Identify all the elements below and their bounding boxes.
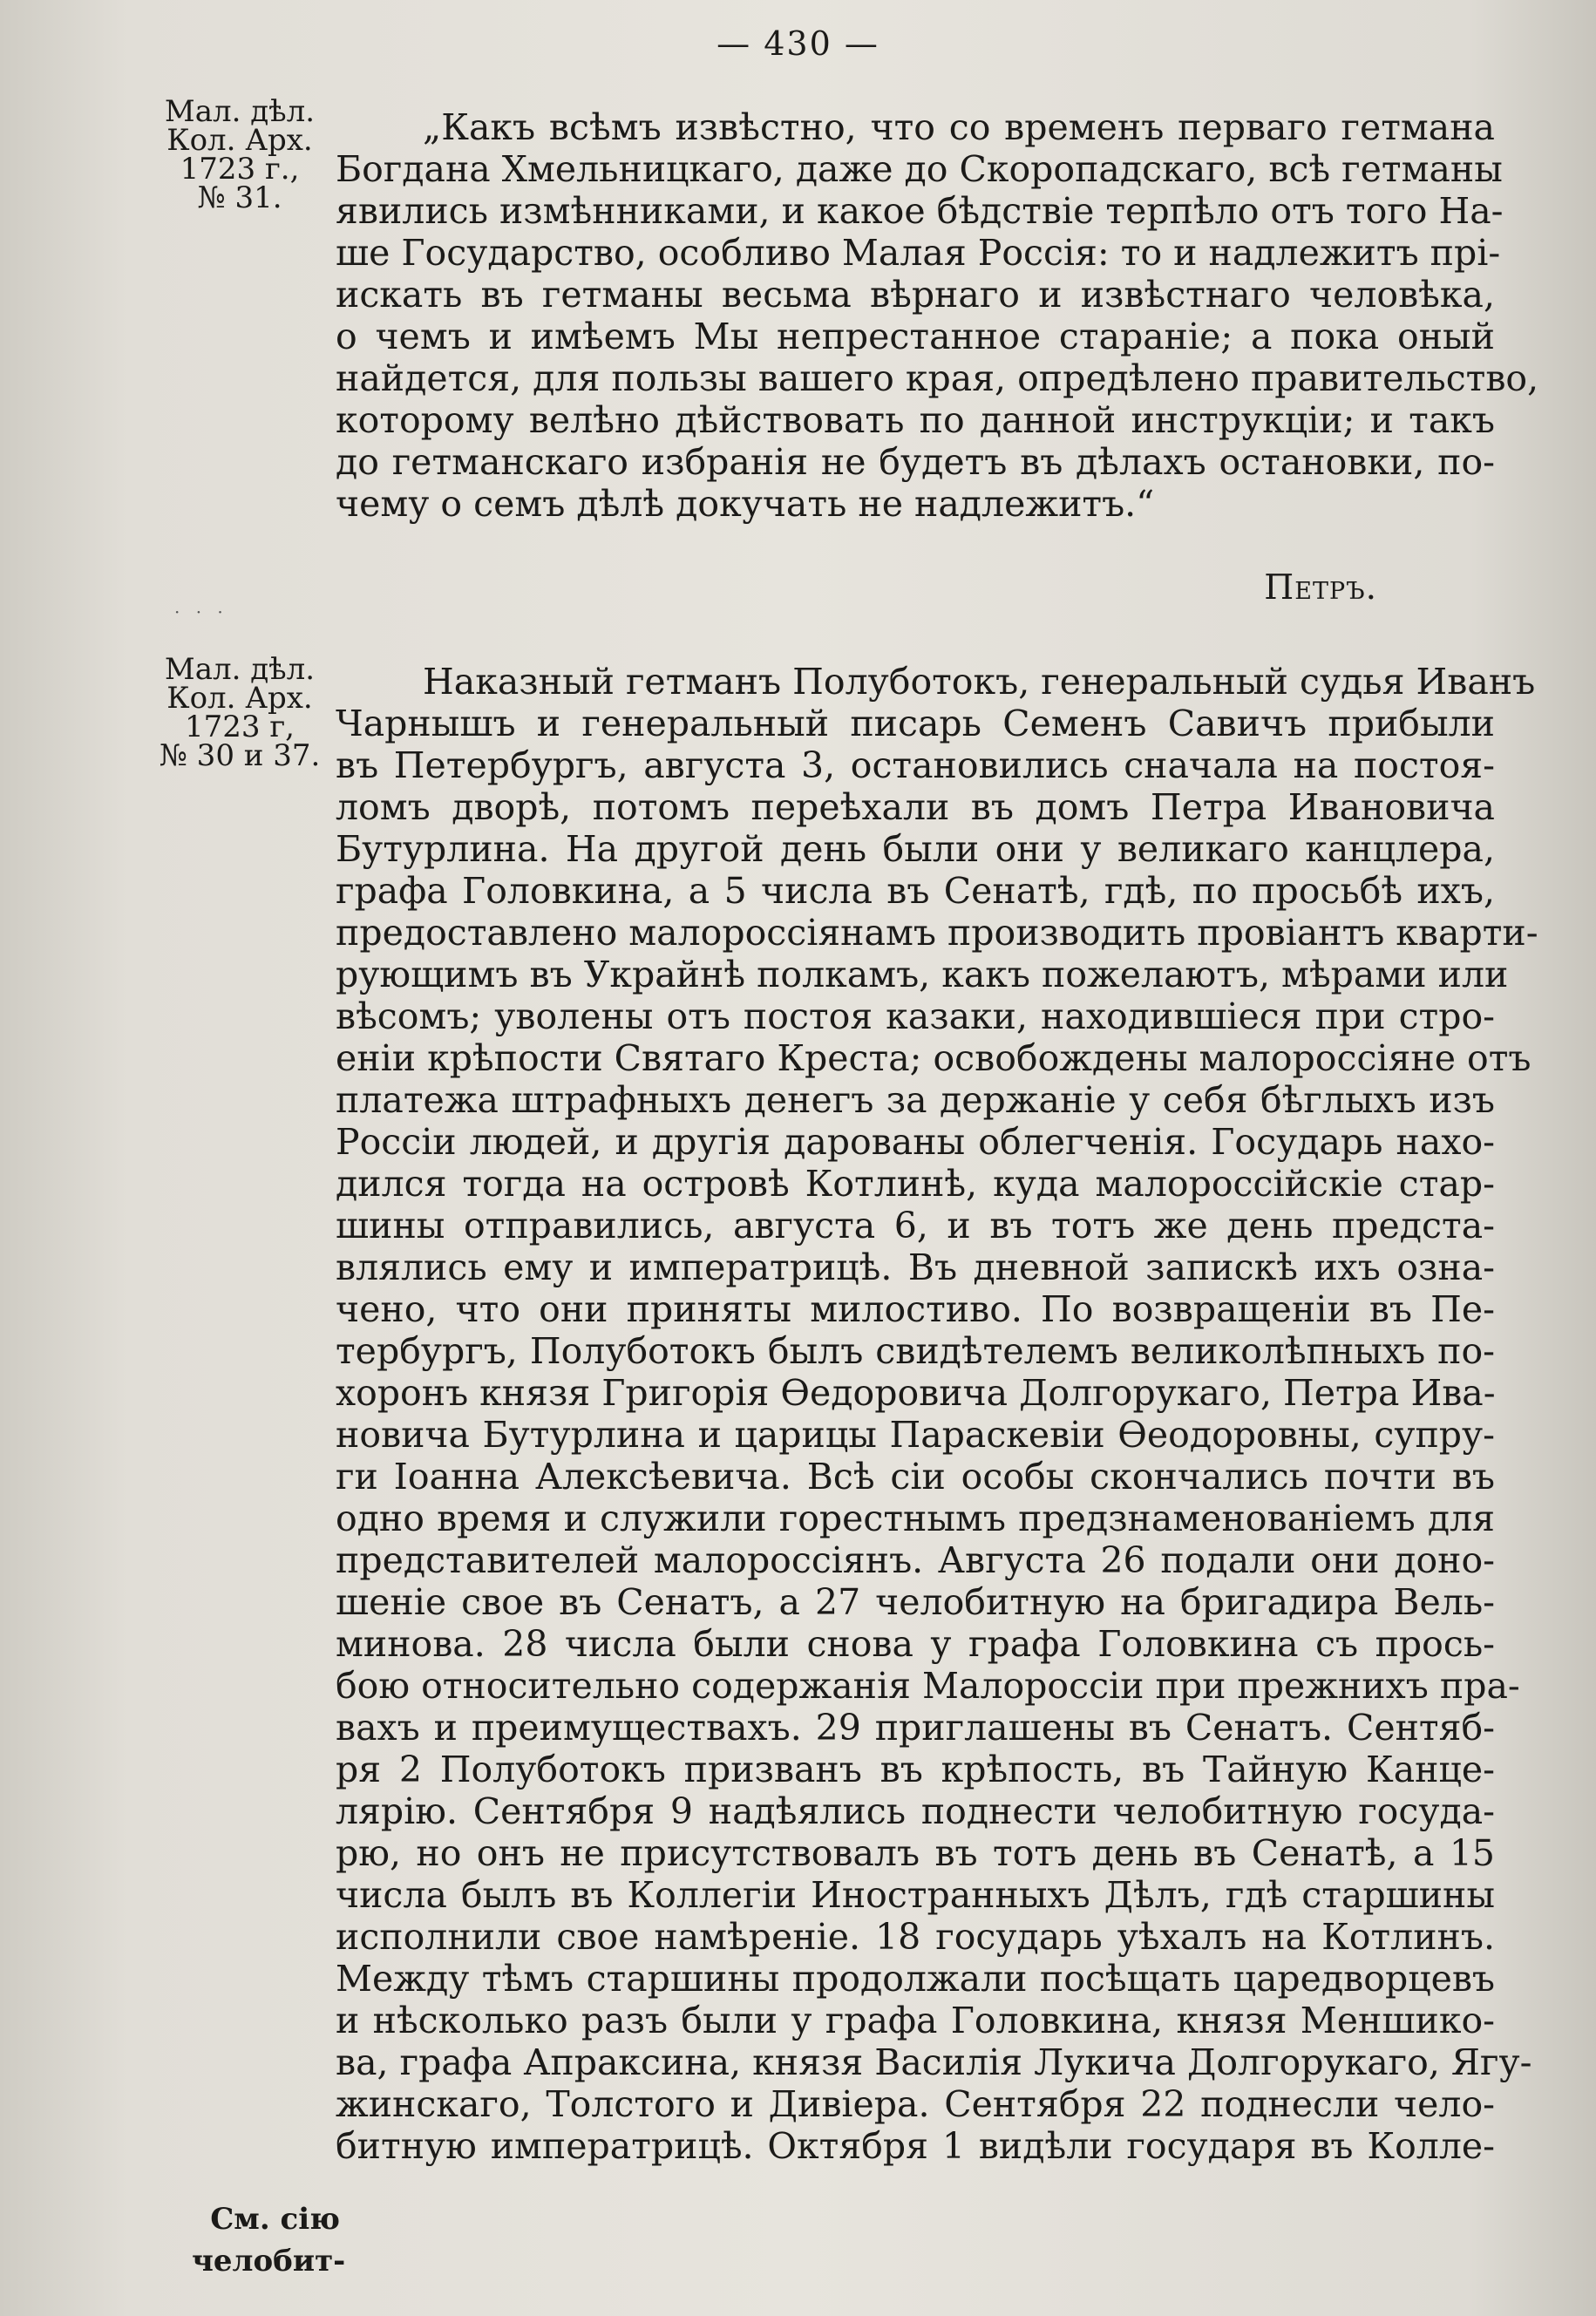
text-line: Между тѣмъ старшины продолжали посѣщать царедворцевъ <box>336 1958 1495 2000</box>
text-line: Бутурлина. На другой день были они у великаго канцлера, <box>336 828 1495 870</box>
text-line: ря 2 Полуботокъ призванъ въ крѣпость, въ Тайную Канце- <box>336 1749 1495 1790</box>
margin-note-line: № 31. <box>197 180 282 215</box>
text-line: „Какъ всѣмъ извѣстно, что со временъ перваго гетмана <box>423 106 1495 148</box>
text-line: платежа штрафныхъ денегъ за держаніе у себя бѣглыхъ изъ <box>336 1079 1495 1121</box>
text-line: ше Государство, особливо Малая Россія: то и надлежитъ прі- <box>336 232 1501 274</box>
text-line: влялись ему и императрицѣ. Въ дневной запискѣ ихъ озна- <box>336 1246 1495 1288</box>
margin-note-line: См. сію <box>210 2202 340 2237</box>
text-line: Чарнышъ и генеральный писарь Семенъ Савичъ прибыли <box>336 703 1495 744</box>
text-line: явились измѣнниками, и какое бѣдствіе терпѣло отъ того На- <box>336 190 1504 232</box>
text-line: шеніе свое въ Сенатъ, а 27 челобитную на бригадира Вель- <box>336 1581 1495 1623</box>
text-line: Наказный гетманъ Полуботокъ, генеральный судья Иванъ <box>423 661 1536 703</box>
text-line: рю, но онъ не присутствовалъ въ тотъ день въ Сенатѣ, а 15 <box>336 1832 1495 1874</box>
text-line: минова. 28 числа были снова у графа Головкина съ прось- <box>336 1623 1495 1665</box>
text-line: представителей малороссіянъ. Августа 26 подали они доно- <box>336 1539 1495 1581</box>
margin-note-see-petition <box>192 2198 346 2282</box>
text-line: чему о семъ дѣлѣ докучать не надлежитъ.“ <box>336 483 1155 525</box>
text-line: до гетманскаго избранія не будетъ въ дѣлахъ остановки, по- <box>336 441 1495 483</box>
text-line: искать въ гетманы весьма вѣрнаго и извѣстнаго человѣка, <box>336 274 1495 316</box>
text-line: лярію. Сентября 9 надѣялись поднести челобитную госуда- <box>336 1790 1495 1832</box>
text-line: жинскаго, Толстого и Дивіера. Сентября 22 поднесли чело- <box>336 2083 1495 2125</box>
margin-note-line: челобит- <box>192 2244 346 2279</box>
quoted-decree <box>336 106 1539 525</box>
text-line: рующимъ въ Украйнѣ полкамъ, какъ пожелаютъ, мѣрами или <box>336 954 1509 995</box>
text-line: вахъ и преимуществахъ. 29 приглашены въ Сенатъ. Сентяб- <box>336 1707 1495 1749</box>
decorative-dots: · · · <box>174 601 228 622</box>
text-line: исполнили свое намѣреніе. 18 государь уѣхалъ на Котлинъ. <box>336 1916 1495 1958</box>
text-line: ломъ дворѣ, потомъ переѣхали въ домъ Петра Ивановича <box>336 786 1495 828</box>
margin-note-line: Мал. дѣл. <box>164 94 316 129</box>
text-line: еніи крѣпости Святаго Креста; освобождены малороссіяне отъ <box>336 1037 1531 1079</box>
text-line: битную императрицѣ. Октября 1 видѣли государя въ Колле- <box>336 2125 1495 2167</box>
text-line: ва, графа Апраксина, князя Василія Лукича Долгорукаго, Ягу- <box>336 2041 1532 2083</box>
text-line: предоставлено малороссіянамъ производить провіантъ кварти- <box>336 912 1538 954</box>
page-number: — 430 — <box>717 24 879 63</box>
margin-note-line: Мал. дѣл. <box>164 652 316 687</box>
margin-note-line: Кол. Арх. <box>166 123 313 158</box>
margin-note-archive-ref-1 <box>148 94 331 215</box>
text-line: шины отправились, августа 6, и въ тотъ же день предста- <box>336 1205 1495 1246</box>
text-line: тербургъ, Полуботокъ былъ свидѣтелемъ великолѣпныхъ по- <box>336 1330 1495 1372</box>
margin-note-line: № 30 и 37. <box>159 738 321 773</box>
text-line: Россіи людей, и другія дарованы облегченія. Государь нахо- <box>336 1121 1495 1163</box>
margin-note-line: 1723 г., <box>180 152 300 187</box>
margin-note-line: 1723 г, <box>185 710 295 744</box>
text-line: дился тогда на островѣ Котлинѣ, куда малороссійскіе стар- <box>336 1163 1495 1205</box>
text-line: хоронъ князя Григорія Ѳедоровича Долгорукаго, Петра Ива- <box>336 1372 1496 1414</box>
text-line: въ Петербургъ, августа 3, остановились сначала на постоя- <box>336 744 1495 786</box>
margin-note-line: Кол. Арх. <box>166 681 313 716</box>
margin-note-archive-ref-2 <box>148 652 331 773</box>
text-line: вѣсомъ; уволены отъ постоя казаки, находившіеся при стро- <box>336 995 1495 1037</box>
text-line: о чемъ и имѣемъ Мы непрестанное стараніе; а пока оный <box>336 316 1495 357</box>
text-line: чено, что они приняты милостиво. По возвращеніи въ Пе- <box>336 1288 1495 1330</box>
text-line: и нѣсколько разъ были у графа Головкина, князя Меншико- <box>336 2000 1495 2041</box>
text-line: ги Іоанна Алексѣевича. Всѣ сіи особы скончались почти въ <box>336 1456 1495 1498</box>
text-line: числа былъ въ Коллегіи Иностранныхъ Дѣлъ, гдѣ старшины <box>336 1874 1495 1916</box>
text-line: Богдана Хмельницкаго, даже до Скоропадскаго, всѣ гетманы <box>336 148 1503 190</box>
text-line: графа Головкина, а 5 числа въ Сенатѣ, гдѣ, по просьбѣ ихъ, <box>336 870 1495 912</box>
text-line: найдется, для пользы вашего края, опредѣлено правительство, <box>336 357 1539 399</box>
text-line: одно время и служили горестнымъ предзнаменованіемъ для <box>336 1498 1495 1539</box>
main-paragraph <box>336 661 1538 2167</box>
text-line: которому велѣно дѣйствовать по данной инструкціи; и такъ <box>336 399 1495 441</box>
text-line: бою относительно содержанія Малороссіи при прежнихъ пра- <box>336 1665 1520 1707</box>
signature: Петръ. <box>1264 568 1377 608</box>
text-line: новича Бутурлина и царицы Параскевіи Ѳеодоровны, супру- <box>336 1414 1495 1456</box>
